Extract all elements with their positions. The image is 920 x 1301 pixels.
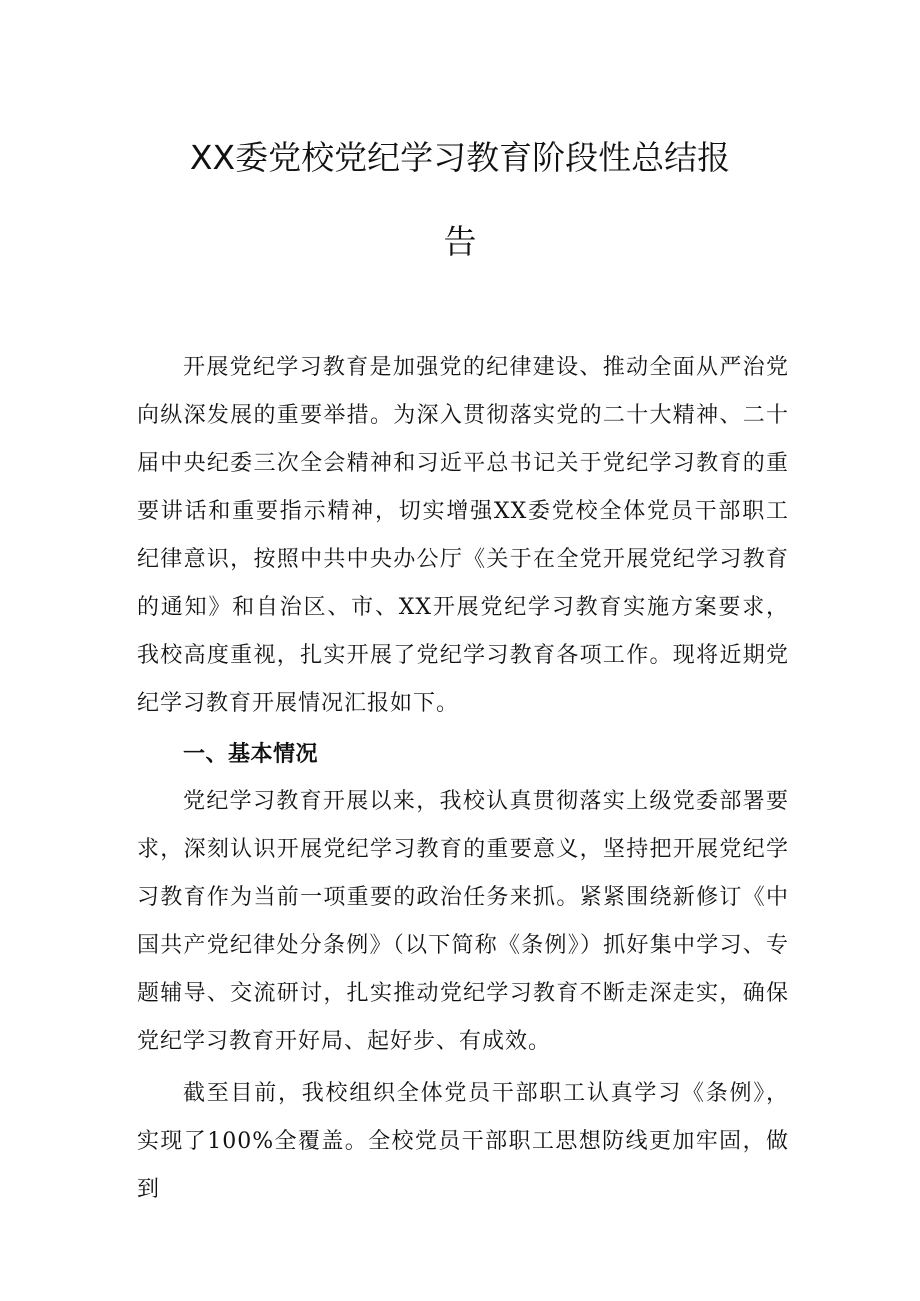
document-title-line-2: 告 [443,222,477,261]
document-title-line-1: XX委党校党纪学习教育阶段性总结报 [189,138,731,177]
body-paragraph-2: 截至目前，我校组织全体党员干部职工认真学习《条例》，实现了100%全覆盖。全校党员干部职工思想防线更加牢固，做到 [137,1081,789,1202]
intro-paragraph: 开展党纪学习教育是加强党的纪律建设、推动全面从严治党向纵深发展的重要举措。为深入贯彻落实党的二十大精神、二十届中央纪委三次全会精神和习近平总书记关于党纪学习教育的重要讲话和重要指示精神，切实增强XX委党校全体党员干部职工纪律意识，按照中共中央办公厅《关于在全党开展党纪学习教育的通知》和自治区、市、XX开展党纪学习教育实施方案要求，我校高度重视，扎实开展了党纪学习教育各项工作。现将近期党纪学习教育开展情况汇报如下。 [137,355,789,716]
body-paragraph-1: 党纪学习教育开展以来，我校认真贯彻落实上级党委部署要求，深刻认识开展党纪学习教育的重要意义，坚持把开展党纪学习教育作为当前一项重要的政治任务来抓。紧紧围绕新修订《中国共产党纪律处分条例》（以下简称《条例》）抓好集中学习、专题辅导、交流研讨，扎实推动党纪学习教育不断走深走实，确保党纪学习教育开好局、起好步、有成效。 [137,789,789,1054]
section-heading-basic-situation: 一、基本情况 [183,742,319,767]
